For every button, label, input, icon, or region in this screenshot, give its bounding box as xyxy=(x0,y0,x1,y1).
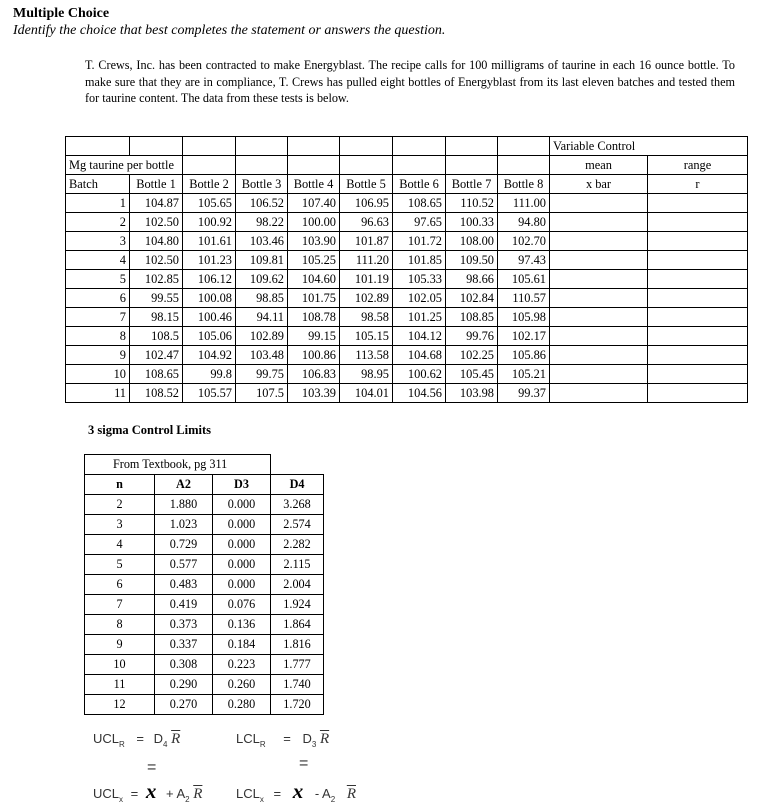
taurine-value: 100.33 xyxy=(446,213,498,232)
factor-cell: 0.184 xyxy=(213,635,271,655)
taurine-value: 101.85 xyxy=(393,251,446,270)
factor-cell: 0.270 xyxy=(155,695,213,715)
taurine-value: 108.78 xyxy=(288,308,340,327)
taurine-value: 106.83 xyxy=(288,365,340,384)
taurine-value: 105.33 xyxy=(393,270,446,289)
xbar-cell[interactable] xyxy=(550,365,648,384)
taurine-value: 104.60 xyxy=(288,270,340,289)
table-row xyxy=(85,695,324,715)
taurine-value: 110.52 xyxy=(446,194,498,213)
factor-cell: 3 xyxy=(85,515,155,535)
taurine-value: 105.25 xyxy=(288,251,340,270)
double-bar: = xyxy=(299,755,309,772)
range-cell[interactable] xyxy=(648,289,748,308)
factor-cell: 10 xyxy=(85,655,155,675)
control-limits-title: 3 sigma Control Limits xyxy=(88,423,212,437)
factor-cell: 1.924 xyxy=(271,595,324,615)
col-header-a2: A2 xyxy=(155,475,213,495)
taurine-value: 109.81 xyxy=(236,251,288,270)
taurine-value: 108.52 xyxy=(130,384,183,403)
xbar-cell[interactable] xyxy=(550,384,648,403)
range-cell[interactable] xyxy=(648,232,748,251)
batch-label: Batch xyxy=(66,175,130,194)
taurine-value: 101.25 xyxy=(393,308,446,327)
batch-number: 3 xyxy=(66,232,130,251)
taurine-value: 108.85 xyxy=(446,308,498,327)
taurine-value: 107.40 xyxy=(288,194,340,213)
factor-cell: 0.483 xyxy=(155,575,213,595)
taurine-value: 104.12 xyxy=(393,327,446,346)
taurine-value: 98.95 xyxy=(340,365,393,384)
taurine-value: 102.50 xyxy=(130,251,183,270)
factor-cell: 1.816 xyxy=(271,635,324,655)
taurine-value: 96.63 xyxy=(340,213,393,232)
taurine-value: 100.92 xyxy=(183,213,236,232)
taurine-value: 100.46 xyxy=(183,308,236,327)
factor-cell: 5 xyxy=(85,555,155,575)
table-header-row-3 xyxy=(66,175,748,194)
double-bar: = xyxy=(147,759,157,776)
factor-cell: 0.260 xyxy=(213,675,271,695)
xbar-cell[interactable] xyxy=(550,289,648,308)
col-header-n: n xyxy=(85,475,155,495)
table-row xyxy=(85,515,324,535)
factor-cell: 4 xyxy=(85,535,155,555)
taurine-value: 108.65 xyxy=(130,365,183,384)
table-row xyxy=(85,555,324,575)
taurine-value: 102.85 xyxy=(130,270,183,289)
taurine-value: 105.65 xyxy=(183,194,236,213)
table-row xyxy=(85,575,324,595)
bottle-header: Bottle 3 xyxy=(236,175,288,194)
taurine-value: 102.70 xyxy=(498,232,550,251)
factor-cell: 3.268 xyxy=(271,495,324,515)
xbar-cell[interactable] xyxy=(550,327,648,346)
taurine-value: 100.62 xyxy=(393,365,446,384)
taurine-value: 108.5 xyxy=(130,327,183,346)
taurine-value: 105.45 xyxy=(446,365,498,384)
table-row xyxy=(66,346,748,365)
batch-number: 4 xyxy=(66,251,130,270)
section-title: Multiple Choice xyxy=(13,6,110,21)
taurine-value: 100.86 xyxy=(288,346,340,365)
taurine-value: 108.00 xyxy=(446,232,498,251)
taurine-value: 94.11 xyxy=(236,308,288,327)
taurine-value: 102.89 xyxy=(236,327,288,346)
factor-cell: 2.574 xyxy=(271,515,324,535)
batch-number: 1 xyxy=(66,194,130,213)
xbar-cell[interactable] xyxy=(550,194,648,213)
table-header-row-2 xyxy=(66,156,748,175)
batch-number: 10 xyxy=(66,365,130,384)
ucl-x-formula: $UCL_x = x + A_2$ $\overline{R}$ xyxy=(93,779,203,804)
lcl-x-formula: $LCL_x = x - A_2$ $\overline{R}$ xyxy=(236,779,356,804)
taurine-value: 111.00 xyxy=(498,194,550,213)
taurine-value: 101.23 xyxy=(183,251,236,270)
table-row xyxy=(66,232,748,251)
factor-cell: 1.740 xyxy=(271,675,324,695)
bottle-header: Bottle 4 xyxy=(288,175,340,194)
taurine-value: 109.50 xyxy=(446,251,498,270)
table-row xyxy=(66,194,748,213)
taurine-value: 102.47 xyxy=(130,346,183,365)
factor-cell: 0.337 xyxy=(155,635,213,655)
taurine-value: 105.61 xyxy=(498,270,550,289)
range-cell[interactable] xyxy=(648,270,748,289)
factor-cell: 2.282 xyxy=(271,535,324,555)
variable-control-label: Variable Control xyxy=(550,137,748,156)
mean-label: mean xyxy=(550,156,648,175)
taurine-value: 102.89 xyxy=(340,289,393,308)
factor-cell: 0.308 xyxy=(155,655,213,675)
textbook-caption: From Textbook, pg 311 xyxy=(85,455,271,475)
taurine-value: 109.62 xyxy=(236,270,288,289)
batch-number: 9 xyxy=(66,346,130,365)
table-row xyxy=(85,495,324,515)
problem-statement: T. Crews, Inc. has been contracted to make Energyblast. The recipe calls for 100 milligrams of taurine in each 16 ounce bottle. To make sure that they are in compliance, T. Crews has pulled eight bottles of Energyblast from its last eleven batches and tested them for taurine content. The data from these tests is below. xyxy=(85,58,735,105)
taurine-value: 102.84 xyxy=(446,289,498,308)
taurine-value: 104.87 xyxy=(130,194,183,213)
batch-number: 11 xyxy=(66,384,130,403)
xbar-cell[interactable] xyxy=(550,232,648,251)
factor-cell: 0.000 xyxy=(213,515,271,535)
factor-cell: 1.777 xyxy=(271,655,324,675)
batch-number: 7 xyxy=(66,308,130,327)
factor-cell: 0.000 xyxy=(213,535,271,555)
taurine-value: 102.25 xyxy=(446,346,498,365)
taurine-value: 98.85 xyxy=(236,289,288,308)
taurine-value: 103.90 xyxy=(288,232,340,251)
table-row xyxy=(66,213,748,232)
taurine-value: 111.20 xyxy=(340,251,393,270)
bottle-header: Bottle 7 xyxy=(446,175,498,194)
taurine-value: 99.15 xyxy=(288,327,340,346)
factor-cell: 0.373 xyxy=(155,615,213,635)
factor-cell: 12 xyxy=(85,695,155,715)
range-cell[interactable] xyxy=(648,308,748,327)
table-row xyxy=(66,308,748,327)
table-row xyxy=(66,251,748,270)
xbar-cell[interactable] xyxy=(550,346,648,365)
factor-cell: 0.000 xyxy=(213,575,271,595)
col-header-d4: D4 xyxy=(271,475,324,495)
factor-cell: 0.136 xyxy=(213,615,271,635)
taurine-value: 104.56 xyxy=(393,384,446,403)
xbar-cell[interactable] xyxy=(550,270,648,289)
factor-cell: 8 xyxy=(85,615,155,635)
taurine-value: 108.65 xyxy=(393,194,446,213)
factor-cell: 2.115 xyxy=(271,555,324,575)
r-label: r xyxy=(648,175,748,194)
factor-cell: 0.000 xyxy=(213,495,271,515)
taurine-value: 100.08 xyxy=(183,289,236,308)
taurine-value: 102.05 xyxy=(393,289,446,308)
range-cell[interactable] xyxy=(648,365,748,384)
table-row xyxy=(66,289,748,308)
table-row xyxy=(85,675,324,695)
taurine-value: 97.43 xyxy=(498,251,550,270)
bottle-header: Bottle 5 xyxy=(340,175,393,194)
factor-cell: 1.023 xyxy=(155,515,213,535)
factor-cell: 2 xyxy=(85,495,155,515)
taurine-value: 105.86 xyxy=(498,346,550,365)
taurine-value: 104.68 xyxy=(393,346,446,365)
bottle-header: Bottle 1 xyxy=(130,175,183,194)
xbar-cell[interactable] xyxy=(550,251,648,270)
factor-cell: 0.577 xyxy=(155,555,213,575)
table-row xyxy=(85,655,324,675)
taurine-value: 99.8 xyxy=(183,365,236,384)
taurine-value: 99.75 xyxy=(236,365,288,384)
col-header-d3: D3 xyxy=(213,475,271,495)
factor-cell: 9 xyxy=(85,635,155,655)
taurine-value: 104.80 xyxy=(130,232,183,251)
table-row xyxy=(66,365,748,384)
bottle-header: Bottle 8 xyxy=(498,175,550,194)
taurine-data-table xyxy=(65,136,748,403)
taurine-value: 105.98 xyxy=(498,308,550,327)
factor-cell: 2.004 xyxy=(271,575,324,595)
batch-number: 2 xyxy=(66,213,130,232)
bottle-header: Bottle 2 xyxy=(183,175,236,194)
taurine-value: 107.5 xyxy=(236,384,288,403)
bottle-header: Bottle 6 xyxy=(393,175,446,194)
range-cell[interactable] xyxy=(648,384,748,403)
taurine-value: 103.98 xyxy=(446,384,498,403)
table-row xyxy=(85,615,324,635)
factor-cell: 11 xyxy=(85,675,155,695)
table-row xyxy=(85,595,324,615)
factor-cell: 6 xyxy=(85,575,155,595)
caption-row xyxy=(85,455,324,475)
factor-cell: 0.076 xyxy=(213,595,271,615)
factor-cell: 0.223 xyxy=(213,655,271,675)
taurine-value: 101.72 xyxy=(393,232,446,251)
taurine-value: 105.21 xyxy=(498,365,550,384)
table-row xyxy=(66,270,748,289)
taurine-value: 105.57 xyxy=(183,384,236,403)
ucl-r-formula: $UCL_R = D_4$ $\overline{R}$ xyxy=(93,731,181,749)
batch-number: 8 xyxy=(66,327,130,346)
range-cell[interactable] xyxy=(648,251,748,270)
range-cell[interactable] xyxy=(648,327,748,346)
table-header-row-1 xyxy=(66,137,748,156)
taurine-value: 97.65 xyxy=(393,213,446,232)
taurine-value: 98.66 xyxy=(446,270,498,289)
taurine-value: 101.75 xyxy=(288,289,340,308)
taurine-value: 99.76 xyxy=(446,327,498,346)
table-row xyxy=(85,635,324,655)
factor-cell: 0.419 xyxy=(155,595,213,615)
taurine-value: 103.48 xyxy=(236,346,288,365)
taurine-value: 103.46 xyxy=(236,232,288,251)
xbar-label: x bar xyxy=(550,175,648,194)
taurine-value: 94.80 xyxy=(498,213,550,232)
batch-number: 6 xyxy=(66,289,130,308)
taurine-value: 113.58 xyxy=(340,346,393,365)
taurine-value: 102.50 xyxy=(130,213,183,232)
taurine-value: 104.01 xyxy=(340,384,393,403)
taurine-value: 98.58 xyxy=(340,308,393,327)
taurine-value: 106.52 xyxy=(236,194,288,213)
control-factors-table xyxy=(84,454,324,715)
taurine-value: 100.00 xyxy=(288,213,340,232)
range-cell[interactable] xyxy=(648,213,748,232)
taurine-value: 102.17 xyxy=(498,327,550,346)
taurine-value: 104.92 xyxy=(183,346,236,365)
batch-number: 5 xyxy=(66,270,130,289)
table-row xyxy=(85,535,324,555)
mg-taurine-label: Mg taurine per bottle xyxy=(66,156,183,175)
factor-cell: 0.290 xyxy=(155,675,213,695)
range-cell[interactable] xyxy=(648,346,748,365)
taurine-value: 106.12 xyxy=(183,270,236,289)
ref-header-row xyxy=(85,475,324,495)
taurine-value: 101.61 xyxy=(183,232,236,251)
taurine-value: 98.22 xyxy=(236,213,288,232)
instructions: Identify the choice that best completes the statement or answers the question. xyxy=(13,23,446,38)
factor-cell: 1.720 xyxy=(271,695,324,715)
factor-cell: 0.000 xyxy=(213,555,271,575)
taurine-value: 98.15 xyxy=(130,308,183,327)
taurine-value: 101.19 xyxy=(340,270,393,289)
factor-cell: 1.864 xyxy=(271,615,324,635)
taurine-value: 105.15 xyxy=(340,327,393,346)
taurine-value: 103.39 xyxy=(288,384,340,403)
factor-cell: 0.280 xyxy=(213,695,271,715)
xbar-cell[interactable] xyxy=(550,213,648,232)
xbar-cell[interactable] xyxy=(550,308,648,327)
taurine-value: 99.37 xyxy=(498,384,550,403)
factor-cell: 7 xyxy=(85,595,155,615)
taurine-value: 110.57 xyxy=(498,289,550,308)
range-label: range xyxy=(648,156,748,175)
taurine-value: 106.95 xyxy=(340,194,393,213)
table-row xyxy=(66,327,748,346)
factor-cell: 0.729 xyxy=(155,535,213,555)
factor-cell: 1.880 xyxy=(155,495,213,515)
range-cell[interactable] xyxy=(648,194,748,213)
table-row xyxy=(66,384,748,403)
lcl-r-formula: $LCL_R = D_3$ $\overline{R}$ xyxy=(236,731,330,749)
taurine-value: 101.87 xyxy=(340,232,393,251)
taurine-value: 105.06 xyxy=(183,327,236,346)
taurine-value: 99.55 xyxy=(130,289,183,308)
